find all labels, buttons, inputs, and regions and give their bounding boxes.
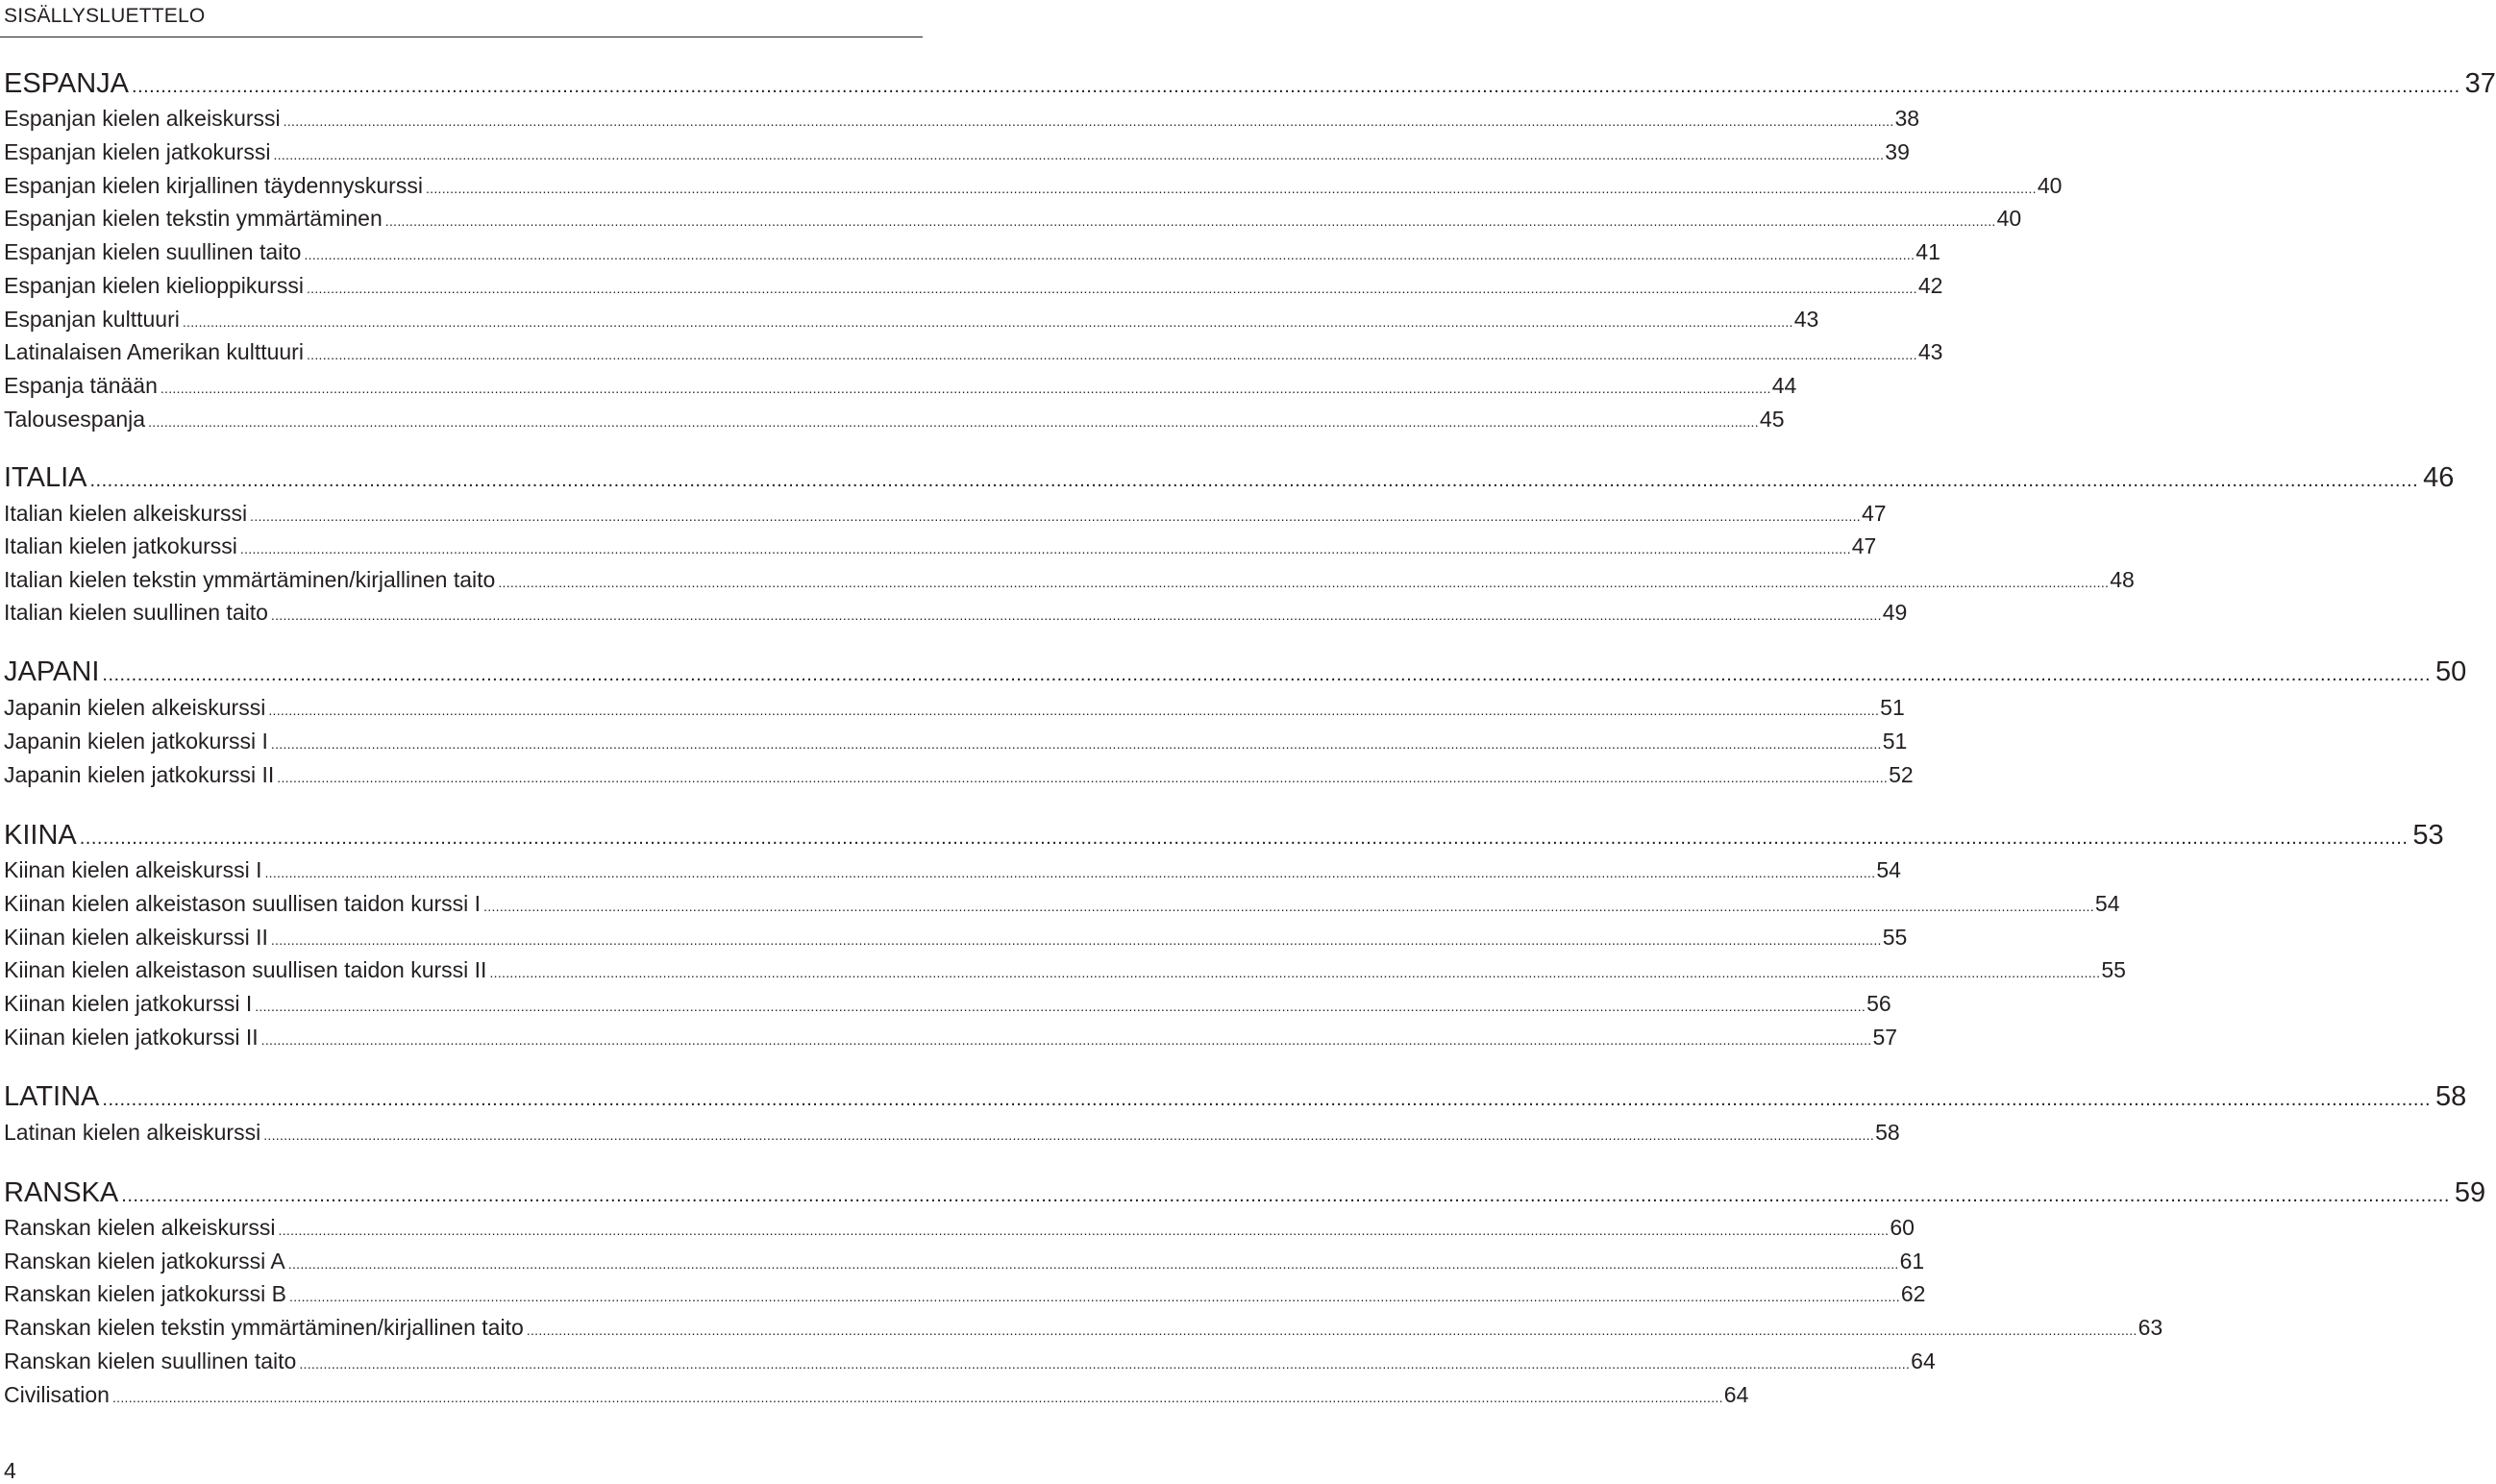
dot-leader: ................................................................................................................................................................................................................................................................................................................................................................................................................: [111, 1390, 1723, 1405]
dot-leader: ................................................................................................................................................................................................................................................................................................................................................................................................................: [289, 1289, 1900, 1304]
toc-entry-title: Japanin kielen jatkokurssi I: [4, 729, 268, 754]
toc-entry-title: Kiinan kielen alkeiskurssi II: [4, 925, 268, 950]
toc-page-number: 58: [2435, 1081, 2467, 1112]
toc-page-number: 43: [1917, 339, 1943, 364]
dot-leader: ................................................................................................................................................................................................................................................................................................................................................................................................................: [160, 381, 1771, 396]
dot-leader: ................................................................................................................................................................................................................................................................................................................................................................................................................: [273, 147, 1885, 162]
toc-entry-title: Italian kielen alkeiskurssi: [4, 501, 248, 526]
toc-page-number: 55: [1882, 925, 1908, 950]
dot-leader: ................................................................................................................................................................................................................................................................................................................................................................................................................: [270, 607, 1882, 623]
dot-leader: ................................................................................................................................................................................................................................................................................................................................................................................................................: [79, 828, 2409, 849]
toc-entry: [4, 989, 1891, 1021]
toc-entry-title: Kiinan kielen alkeistason suullisen taidon kurssi II: [4, 957, 487, 982]
toc-page-number: 63: [2138, 1315, 2163, 1340]
toc-section-heading: [4, 1080, 2467, 1116]
dot-leader: ................................................................................................................................................................................................................................................................................................................................................................................................................: [121, 1185, 2450, 1206]
toc-entry: [4, 565, 2135, 597]
toc-entry: [4, 693, 1905, 725]
toc-page-number: 54: [2094, 891, 2120, 916]
toc-page-number: 51: [1882, 729, 1908, 754]
dot-leader: ................................................................................................................................................................................................................................................................................................................................................................................................................: [299, 1356, 1911, 1372]
toc-entry: [4, 855, 1901, 887]
toc-entry-title: Espanja tänään: [4, 373, 158, 398]
toc-entry: [4, 371, 1797, 403]
toc-entry-title: Italian kielen suullinen taito: [4, 600, 268, 625]
toc-entry: [4, 760, 1914, 792]
toc-entry-title: Latinalaisen Amerikan kulttuuri: [4, 339, 304, 364]
toc-page-number: 47: [1861, 501, 1887, 526]
toc-entry-title: KIINA: [4, 820, 77, 851]
toc-page-number: 60: [1890, 1215, 1915, 1240]
toc-entry: [4, 204, 2022, 235]
running-header-title: SISÄLLYSLUETTELO: [4, 5, 206, 27]
dot-leader: ................................................................................................................................................................................................................................................................................................................................................................................................................: [270, 932, 1882, 948]
dot-leader: ................................................................................................................................................................................................................................................................................................................................................................................................................: [255, 999, 1866, 1014]
toc-page-number: 64: [1911, 1348, 1936, 1373]
dot-leader: ................................................................................................................................................................................................................................................................................................................................................................................................................: [384, 213, 1996, 229]
toc-page-number: 40: [2037, 173, 2063, 198]
toc-page-number: 57: [1872, 1025, 1898, 1050]
toc-page-number: 44: [1771, 373, 1797, 398]
toc-section-heading: [4, 819, 2444, 854]
toc-entry-title: Talousespanja: [4, 407, 146, 432]
dot-leader: ................................................................................................................................................................................................................................................................................................................................................................................................................: [268, 703, 1880, 718]
toc-entry-title: Kiinan kielen jatkokurssi I: [4, 991, 253, 1016]
toc-entry-title: Ranskan kielen suullinen taito: [4, 1348, 297, 1373]
dot-leader: ................................................................................................................................................................................................................................................................................................................................................................................................................: [260, 1032, 1872, 1048]
dot-leader: ................................................................................................................................................................................................................................................................................................................................................................................................................: [304, 247, 1915, 262]
toc-page-number: 41: [1915, 239, 1940, 264]
toc-entry-title: Ranskan kielen tekstin ymmärtäminen/kirjallinen taito: [4, 1315, 524, 1340]
toc-entry-title: RANSKA: [4, 1177, 119, 1208]
toc-section-heading: [4, 461, 2455, 497]
toc-page-number: 61: [1899, 1249, 1925, 1274]
dot-leader: ................................................................................................................................................................................................................................................................................................................................................................................................................: [283, 113, 1894, 129]
toc-entry: [4, 889, 2120, 921]
dot-leader: ................................................................................................................................................................................................................................................................................................................................................................................................................: [250, 508, 1861, 524]
toc-section-heading: [4, 1176, 2486, 1212]
toc-page-number: 53: [2412, 820, 2444, 851]
toc-entry-title: Kiinan kielen alkeistason suullisen taidon kurssi I: [4, 891, 482, 916]
toc-entry: [4, 405, 1785, 436]
toc-page-number: 45: [1759, 407, 1785, 432]
dot-leader: ................................................................................................................................................................................................................................................................................................................................................................................................................: [483, 899, 2094, 914]
dot-leader: ................................................................................................................................................................................................................................................................................................................................................................................................................: [425, 181, 2037, 196]
toc-entry-title: Civilisation: [4, 1382, 110, 1407]
toc-entry-title: Espanjan kielen kirjallinen täydennyskurssi: [4, 173, 423, 198]
toc-entry-title: ITALIA: [4, 462, 87, 493]
toc-entry: [4, 532, 1877, 563]
dot-leader: ................................................................................................................................................................................................................................................................................................................................................................................................................: [263, 1127, 1875, 1143]
toc-entry-title: Espanjan kulttuuri: [4, 307, 180, 332]
toc-entry-title: Italian kielen tekstin ymmärtäminen/kirjallinen taito: [4, 567, 496, 592]
toc-page-number: 39: [1885, 139, 1910, 164]
toc-section-heading: [4, 67, 2496, 103]
dot-leader: ................................................................................................................................................................................................................................................................................................................................................................................................................: [306, 347, 1917, 362]
toc-page-number: 48: [2110, 567, 2135, 592]
toc-entry: [4, 1347, 1936, 1378]
toc-entry-title: Italian kielen jatkokurssi: [4, 533, 237, 558]
toc-page-number: 40: [1996, 206, 2022, 231]
toc-page-number: 56: [1866, 991, 1891, 1016]
toc-page-number: 43: [1793, 307, 1819, 332]
toc-entry: [4, 237, 1940, 269]
toc-page-number: 55: [2101, 957, 2126, 982]
toc-entry: [4, 923, 1908, 954]
toc-entry-title: Latinan kielen alkeiskurssi: [4, 1120, 261, 1145]
toc-page-number: 37: [2464, 68, 2496, 99]
toc-entry: [4, 1279, 1926, 1311]
dot-leader: ................................................................................................................................................................................................................................................................................................................................................................................................................: [498, 575, 2110, 590]
toc-entry: [4, 1213, 1915, 1245]
toc-entry-title: Japanin kielen jatkokurssi II: [4, 762, 275, 787]
dot-leader: ................................................................................................................................................................................................................................................................................................................................................................................................................: [239, 541, 1851, 556]
toc-entry-title: Kiinan kielen alkeiskurssi I: [4, 857, 262, 882]
toc-page-number: 59: [2454, 1177, 2486, 1208]
dot-leader: ................................................................................................................................................................................................................................................................................................................................................................................................................: [306, 281, 1917, 296]
toc-entry: [4, 271, 1943, 303]
toc-entry-title: ESPANJA: [4, 68, 130, 99]
toc-page-number: 62: [1900, 1281, 1926, 1306]
toc-entry-title: JAPANI: [4, 656, 100, 687]
toc-page-number: 51: [1880, 695, 1905, 720]
toc-entry: [4, 1247, 1925, 1278]
toc-page-number: 42: [1917, 273, 1943, 298]
toc-page-number: 47: [1851, 533, 1877, 558]
toc-entry-title: Ranskan kielen jatkokurssi A: [4, 1249, 285, 1274]
toc-page-number: 38: [1894, 106, 1920, 131]
toc-entry: [4, 1380, 1749, 1412]
toc-entry: [4, 104, 1920, 136]
toc-entry-title: Espanjan kielen alkeiskurssi: [4, 106, 281, 131]
dot-leader: ................................................................................................................................................................................................................................................................................................................................................................................................................: [489, 965, 2101, 980]
dot-leader: ................................................................................................................................................................................................................................................................................................................................................................................................................: [277, 770, 1889, 785]
toc-page-number: 49: [1882, 600, 1908, 625]
dot-leader: ................................................................................................................................................................................................................................................................................................................................................................................................................: [102, 1089, 2432, 1110]
dot-leader: ................................................................................................................................................................................................................................................................................................................................................................................................................: [132, 76, 2460, 97]
toc-entry-title: Espanjan kielen suullinen taito: [4, 239, 302, 264]
toc-entry-title: Ranskan kielen jatkokurssi B: [4, 1281, 287, 1306]
dot-leader: ................................................................................................................................................................................................................................................................................................................................................................................................................: [287, 1256, 1899, 1272]
dot-leader: ................................................................................................................................................................................................................................................................................................................................................................................................................: [89, 470, 2419, 491]
toc-entry: [4, 727, 1908, 758]
toc-entry-title: Kiinan kielen jatkokurssi II: [4, 1025, 259, 1050]
toc-entry: [4, 337, 1943, 369]
toc-entry-title: Ranskan kielen alkeiskurssi: [4, 1215, 276, 1240]
toc-page-number: 46: [2423, 462, 2455, 493]
dot-leader: ................................................................................................................................................................................................................................................................................................................................................................................................................: [182, 314, 1793, 330]
toc-page-number: 52: [1889, 762, 1914, 787]
page-number: 4: [4, 1458, 16, 1483]
toc-entry: [4, 499, 1887, 531]
toc-entry: [4, 1313, 2163, 1345]
toc-entry: [4, 1023, 1898, 1054]
toc-entry: [4, 955, 2126, 987]
toc-entry-title: Espanjan kielen tekstin ymmärtäminen: [4, 206, 383, 231]
toc-entry-title: Espanjan kielen kielioppikurssi: [4, 273, 304, 298]
dot-leader: ................................................................................................................................................................................................................................................................................................................................................................................................................: [526, 1323, 2138, 1338]
toc-page-number: 50: [2435, 656, 2467, 687]
toc-entry: [4, 171, 2063, 203]
dot-leader: ................................................................................................................................................................................................................................................................................................................................................................................................................: [264, 865, 1876, 880]
dot-leader: ................................................................................................................................................................................................................................................................................................................................................................................................................: [270, 736, 1882, 752]
dot-leader: ................................................................................................................................................................................................................................................................................................................................................................................................................: [148, 414, 1759, 430]
toc-page-number: 54: [1876, 857, 1901, 882]
toc-entry: [4, 1118, 1900, 1150]
toc-entry-title: Espanjan kielen jatkokurssi: [4, 139, 271, 164]
toc-section-heading: [4, 655, 2467, 691]
toc-page-number: 64: [1723, 1382, 1749, 1407]
toc-entry-title: LATINA: [4, 1081, 100, 1112]
dot-leader: ................................................................................................................................................................................................................................................................................................................................................................................................................: [278, 1223, 1890, 1238]
toc-page-number: 58: [1875, 1120, 1900, 1145]
toc-entry: [4, 598, 1908, 630]
toc-entry: [4, 305, 1819, 336]
toc-entry: [4, 137, 1910, 169]
dot-leader: ................................................................................................................................................................................................................................................................................................................................................................................................................: [102, 664, 2432, 685]
toc-entry-title: Japanin kielen alkeiskurssi: [4, 695, 266, 720]
